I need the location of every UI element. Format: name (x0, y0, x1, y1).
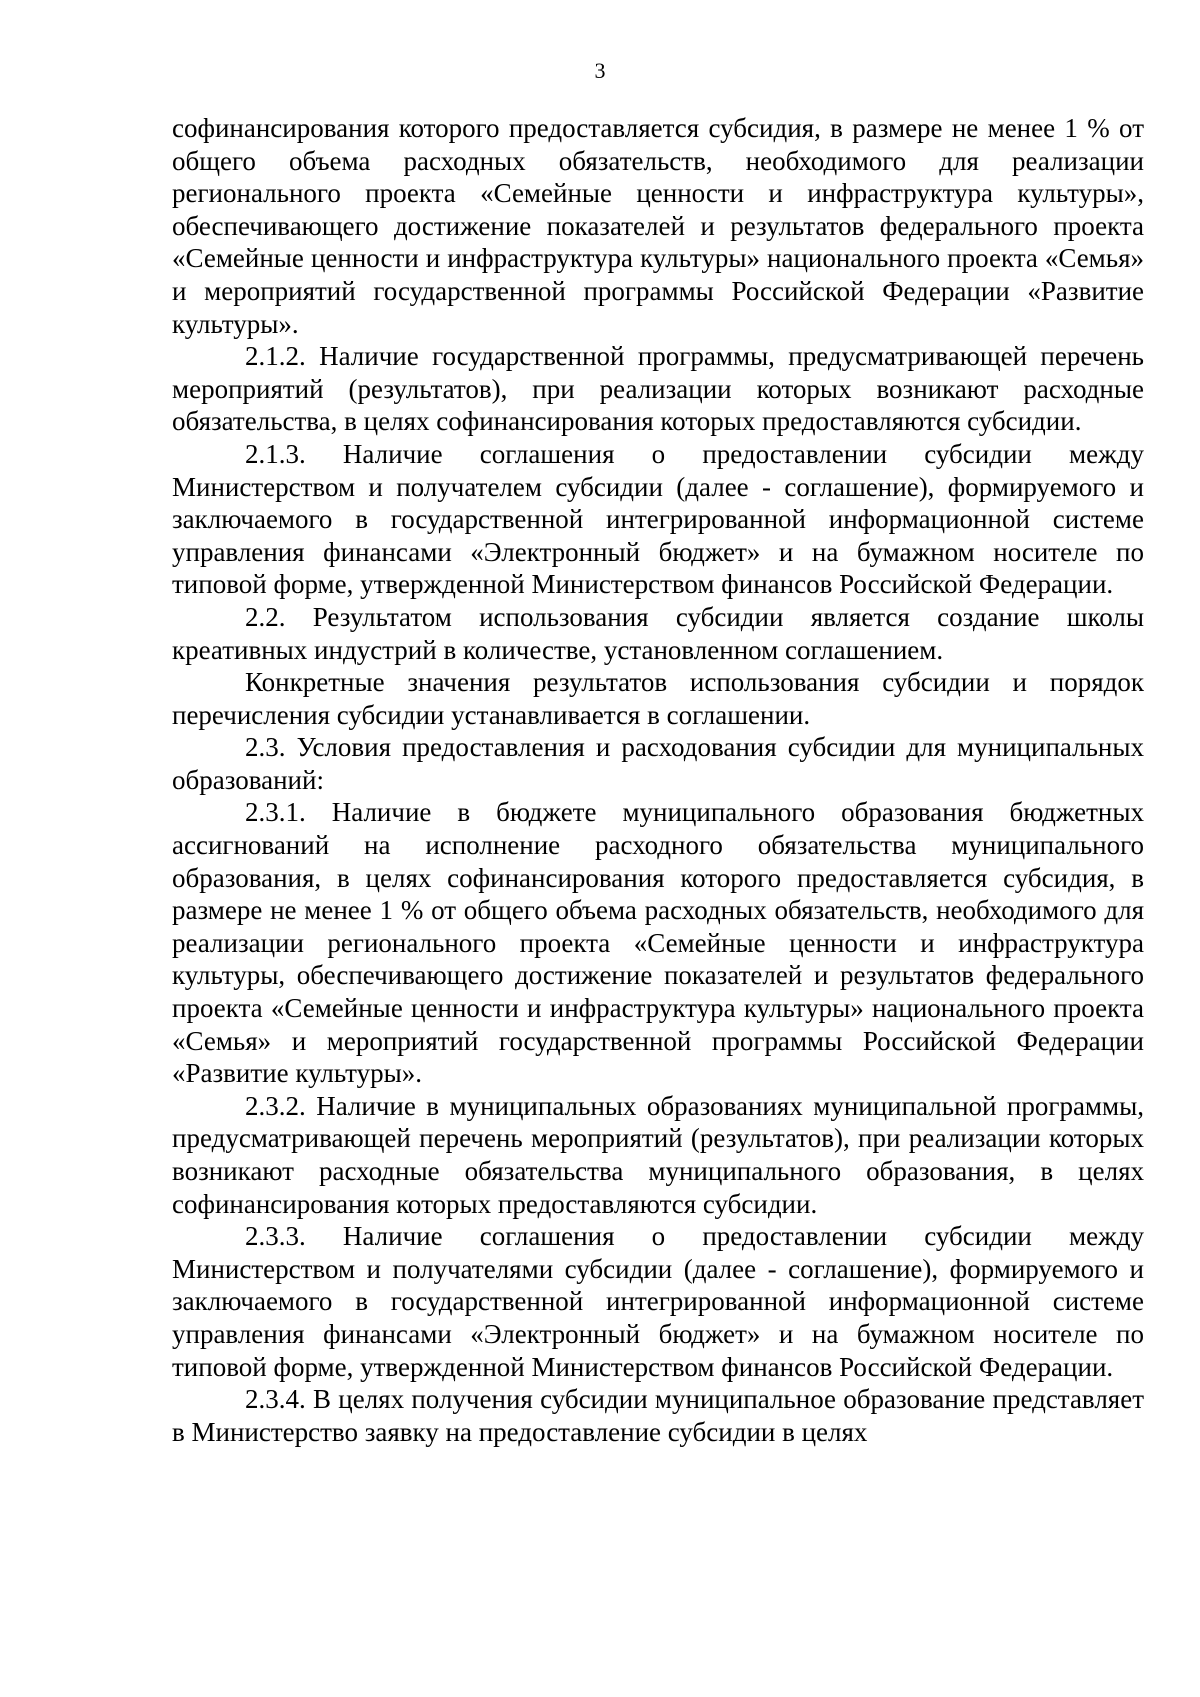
paragraph-2-3-1: 2.3.1. Наличие в бюджете муниципального образования бюджетных ассигнований на исполнение расходного обязательства муниципального образования, в целях софинансирования которого предоставляется субсидия, в размере не менее 1 % от общего объема расходных обязательств, необходимого для реализации регионального проекта «Семейные ценности и инфраструктура культуры, обеспечивающего достижение показателей и результатов федерального проекта «Семейные ценности и инфраструктура культуры» национального проекта «Семья» и мероприятий государственной программы Российской Федерации «Развитие культуры». (172, 797, 1144, 1089)
paragraph-2-3: 2.3. Условия предоставления и расходования субсидии для муниципальных образований: (172, 732, 1144, 795)
paragraph-2-3-2: 2.3.2. Наличие в муниципальных образованиях муниципальной программы, предусматривающей перечень мероприятий (результатов), при реализации которых возникают расходные обязательства муниципального образования, в целях софинансирования которых предоставляются субсидии. (172, 1090, 1144, 1219)
paragraph-2-1-2: 2.1.2. Наличие государственной программы, предусматривающей перечень мероприятий (результатов), при реализации которых возникают расходные обязательства, в целях софинансирования которых предоставляются субсидии. (172, 341, 1144, 437)
document-body (172, 112, 1144, 1448)
paragraph-2-3-4: 2.3.4. В целях получения субсидии муниципальное образование представляет в Министерство заявку на предоставление субсидии в целях (172, 1384, 1144, 1447)
paragraph-2-3-3: 2.3.3. Наличие соглашения о предоставлении субсидии между Министерством и получателями субсидии (далее - соглашение), формируемого и заключаемого в государственной интегрированной информационной системе управления финансами «Электронный бюджет» и на бумажном носителе по типовой форме, утвержденной Министерством финансов Российской Федерации. (172, 1221, 1144, 1382)
paragraph-continuation: софинансирования которого предоставляется субсидия, в размере не менее 1 % от общего объема расходных обязательств, необходимого для реализации регионального проекта «Семейные ценности и инфраструктура культуры», обеспечивающего достижение показателей и результатов федерального проекта «Семейные ценности и инфраструктура культуры» национального проекта «Семья» и мероприятий государственной программы Российской Федерации «Развитие культуры». (172, 113, 1144, 339)
page-number: 3 (594, 58, 606, 83)
paragraph-result-values: Конкретные значения результатов использования субсидии и порядок перечисления субсидии устанавливается в соглашении. (172, 667, 1144, 730)
paragraph-2-1-3: 2.1.3. Наличие соглашения о предоставлении субсидии между Министерством и получателем субсидии (далее - соглашение), формируемого и заключаемого в государственной интегрированной информационной системе управления финансами «Электронный бюджет» и на бумажном носителе по типовой форме, утвержденной Министерством финансов Российской Федерации. (172, 438, 1144, 600)
paragraph-2-2: 2.2. Результатом использования субсидии является создание школы креативных индустрий в количестве, установленном соглашением. (172, 601, 1144, 665)
